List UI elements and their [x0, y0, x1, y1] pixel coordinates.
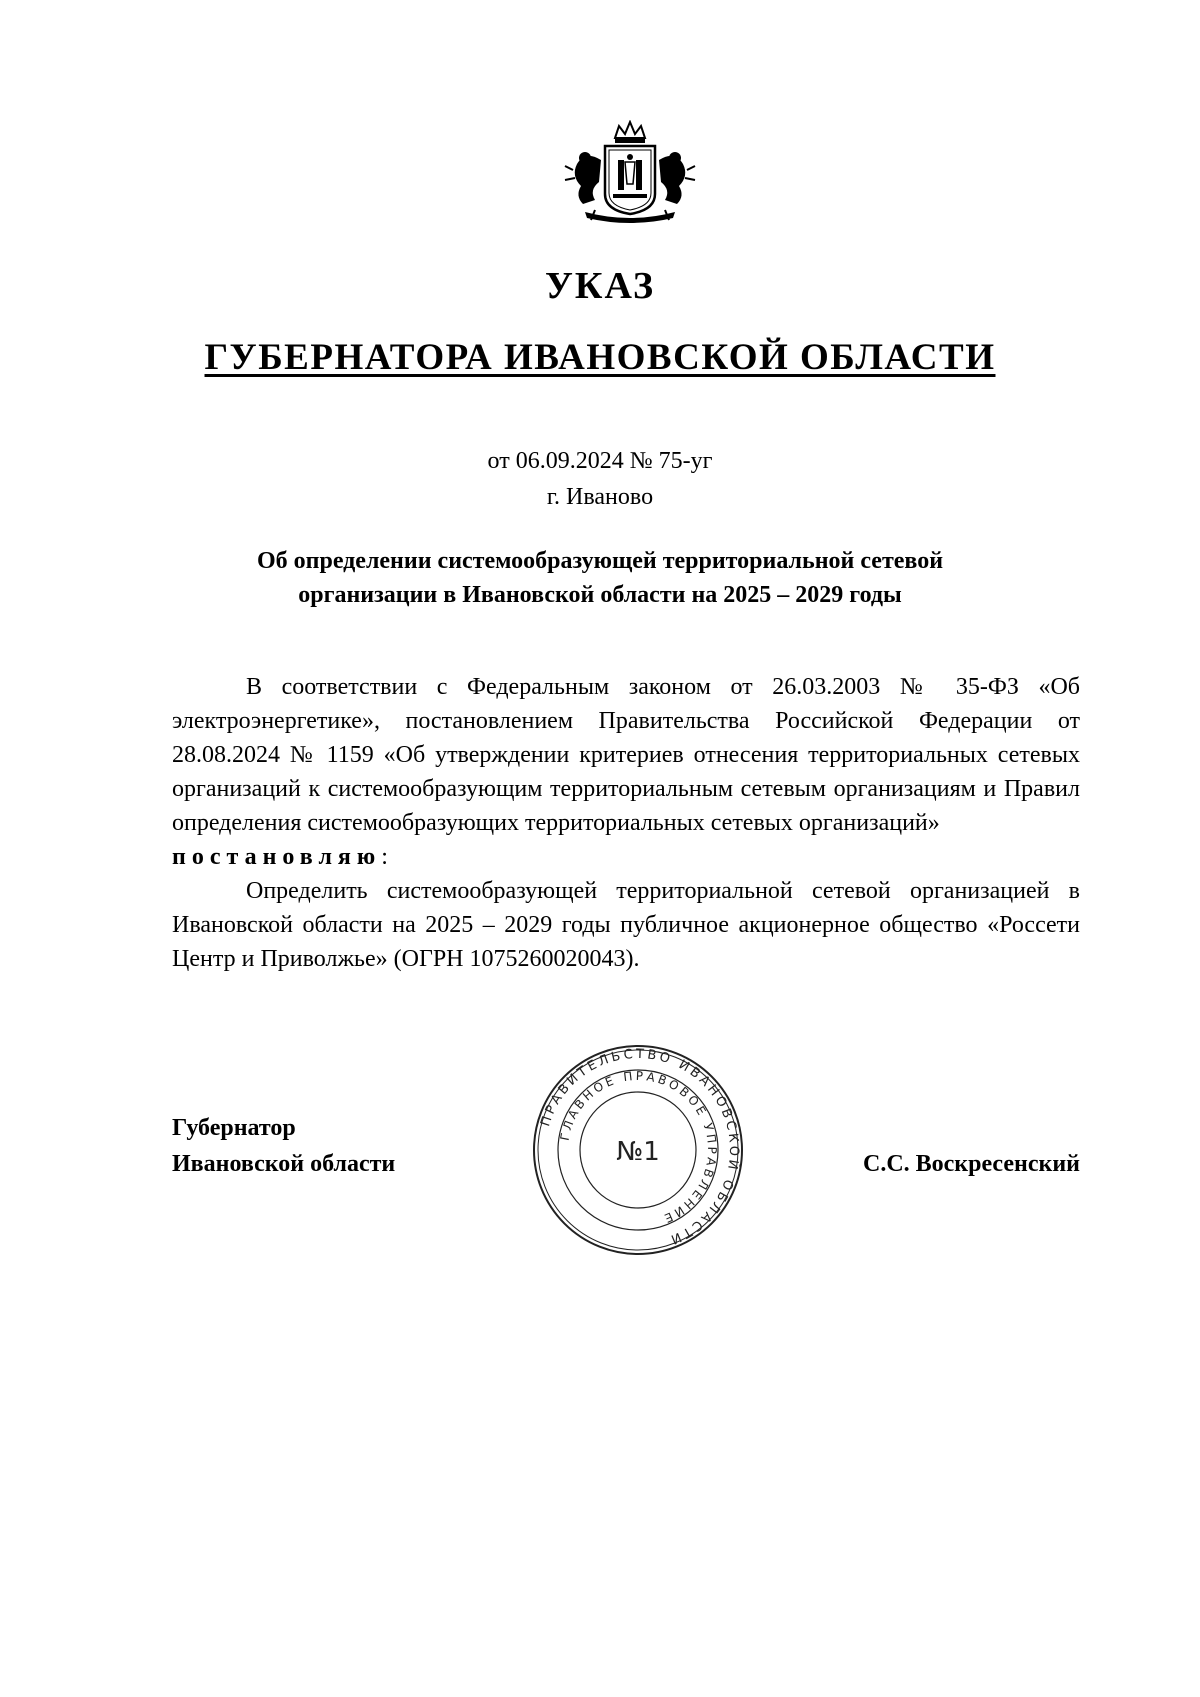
seal-inner-text: ГЛАВНОЕ ПРАВОВОЕ УПРАВЛЕНИЕ — [557, 1068, 720, 1227]
decree-word: постановляю — [172, 844, 382, 870]
ivanovo-coat-of-arms-icon — [555, 120, 705, 228]
decree-colon: : — [381, 844, 388, 870]
document-date-number: от 06.09.2024 № 75-уг — [487, 448, 713, 474]
position-line-2: Ивановской области — [172, 1151, 396, 1177]
position-line-1: Губернатор — [172, 1115, 296, 1141]
document-city: г. Иваново — [546, 484, 654, 510]
document-subtitle — [0, 336, 1200, 387]
heading-line-2: организации в Ивановской области на 2025 – 2029 годы — [298, 582, 902, 608]
document-title: УКАЗ — [545, 265, 655, 307]
issuer-name: ГУБЕРНАТОРА ИВАНОВСКОЙ ОБЛАСТИ — [204, 337, 996, 378]
heading-line-1: Об определении системообразующей территориальной сетевой — [256, 548, 944, 574]
preamble-text: В соответствии с Федеральным законом от 26.03.2003 № 35-ФЗ «Об электроэнергетике», постановлением Правительства Российской Федерации от 28.08.2024 № 1159 «Об утверждении критериев отнесения территориальных сетевых организаций к системообразующим территориальным сетевым организациям и Правил определения системообразующих территориальных сетевых организаций» — [172, 674, 1080, 836]
signatory-position — [172, 1110, 395, 1182]
document-body — [172, 670, 1080, 976]
seal-number: №1 — [616, 1137, 660, 1167]
official-seal-stamp — [528, 1040, 748, 1260]
document-heading — [180, 544, 1020, 612]
operative-paragraph: Определить системообразующей территориальной сетевой организацией в Ивановской области на 2025 – 2029 годы публичное акционерное общество «Россети Центр и Приволжье» (ОГРН 1075260020043). — [172, 878, 1080, 972]
preamble-paragraph — [172, 670, 1080, 874]
signatory-name: С.С. Воскресенский — [862, 1151, 1080, 1177]
seal-outer-text: ПРАВИТЕЛЬСТВО ИВАНОВСКОЙ ОБЛАСТИ — [538, 1046, 742, 1248]
